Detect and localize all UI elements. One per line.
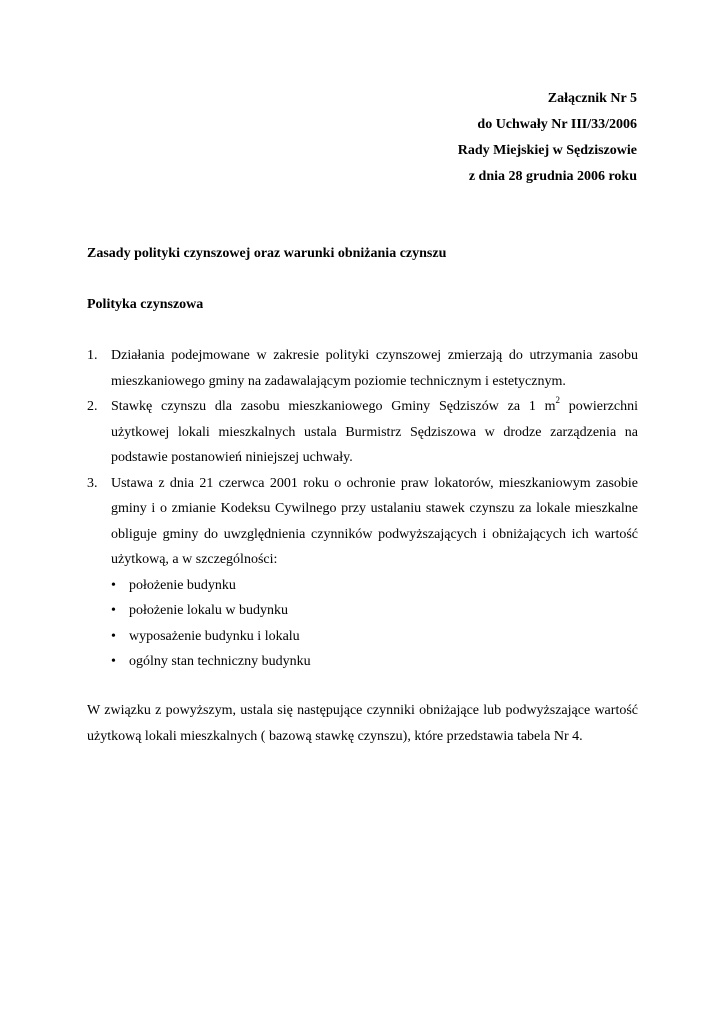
bullet-text: wyposażenie budynku i lokalu <box>129 628 300 644</box>
resolution-reference: do Uchwały Nr III/33/2006 <box>477 117 637 132</box>
bullet-icon: • <box>111 603 116 618</box>
list-item-number: 3. <box>87 475 98 491</box>
bullet-icon: • <box>111 654 116 669</box>
council-name: Rady Miejskiej w Sędziszowie <box>457 143 637 158</box>
bullet-list <box>111 573 638 675</box>
bullet-item <box>111 624 638 650</box>
bullet-icon: • <box>111 577 116 593</box>
list-item-1 <box>87 343 638 394</box>
list-item-number: 2. <box>87 399 98 414</box>
list-item-2 <box>87 394 638 471</box>
list-item-text-before: Stawkę czynszu dla zasobu mieszkaniowego Gminy Sędziszów za 1 m <box>111 399 556 414</box>
bullet-item <box>111 598 638 624</box>
list-item-number: 1. <box>87 348 98 363</box>
list-item-text <box>111 394 638 471</box>
superscript-exponent: 2 <box>555 395 561 406</box>
attachment-header <box>458 86 637 190</box>
bullet-text: położenie lokalu w budynku <box>129 603 289 618</box>
list-item-3 <box>87 471 638 675</box>
bullet-text: położenie budynku <box>129 577 236 593</box>
numbered-list <box>87 343 638 675</box>
list-item-text-after: powierzchni użytkowej lokali mieszkalnych ustala Burmistrz Sędziszowa w drodze zarządzenia na podstawie postanowień niniejszej uchwały. <box>111 399 638 465</box>
bullet-item <box>111 573 638 599</box>
document-title: Zasady polityki czynszowej oraz warunki obniżania czynszu <box>87 246 447 261</box>
bullet-icon: • <box>111 628 116 644</box>
resolution-date: z dnia 28 grudnia 2006 roku <box>468 169 637 184</box>
section-title: Polityka czynszowa <box>87 297 204 312</box>
bullet-item <box>111 649 638 675</box>
attachment-number: Załącznik Nr 5 <box>547 91 637 106</box>
closing-paragraph: W związku z powyższym, ustala się następujące czynniki obniżające lub podwyższające wartość użytkową lokali mieszkalnych ( bazową stawkę czynszu), które przedstawia tabela Nr 4. <box>87 703 638 744</box>
bullet-text: ogólny stan techniczny budynku <box>129 654 311 669</box>
list-item-text: Działania podejmowane w zakresie polityki czynszowej zmierzają do utrzymania zasobu mieszkaniowego gminy na zadawalającym poziomie technicznym i estetycznym. <box>111 348 638 389</box>
list-item-text: Ustawa z dnia 21 czerwca 2001 roku o ochronie praw lokatorów, mieszkaniowym zasobie gminy i o zmianie Kodeksu Cywilnego przy ustalaniu stawek czynszu za lokale mieszkalne obliguje gminy do uwzględnienia czynników podwyższających i obniżających ich wartość użytkową, a w szczególności: <box>111 475 638 567</box>
